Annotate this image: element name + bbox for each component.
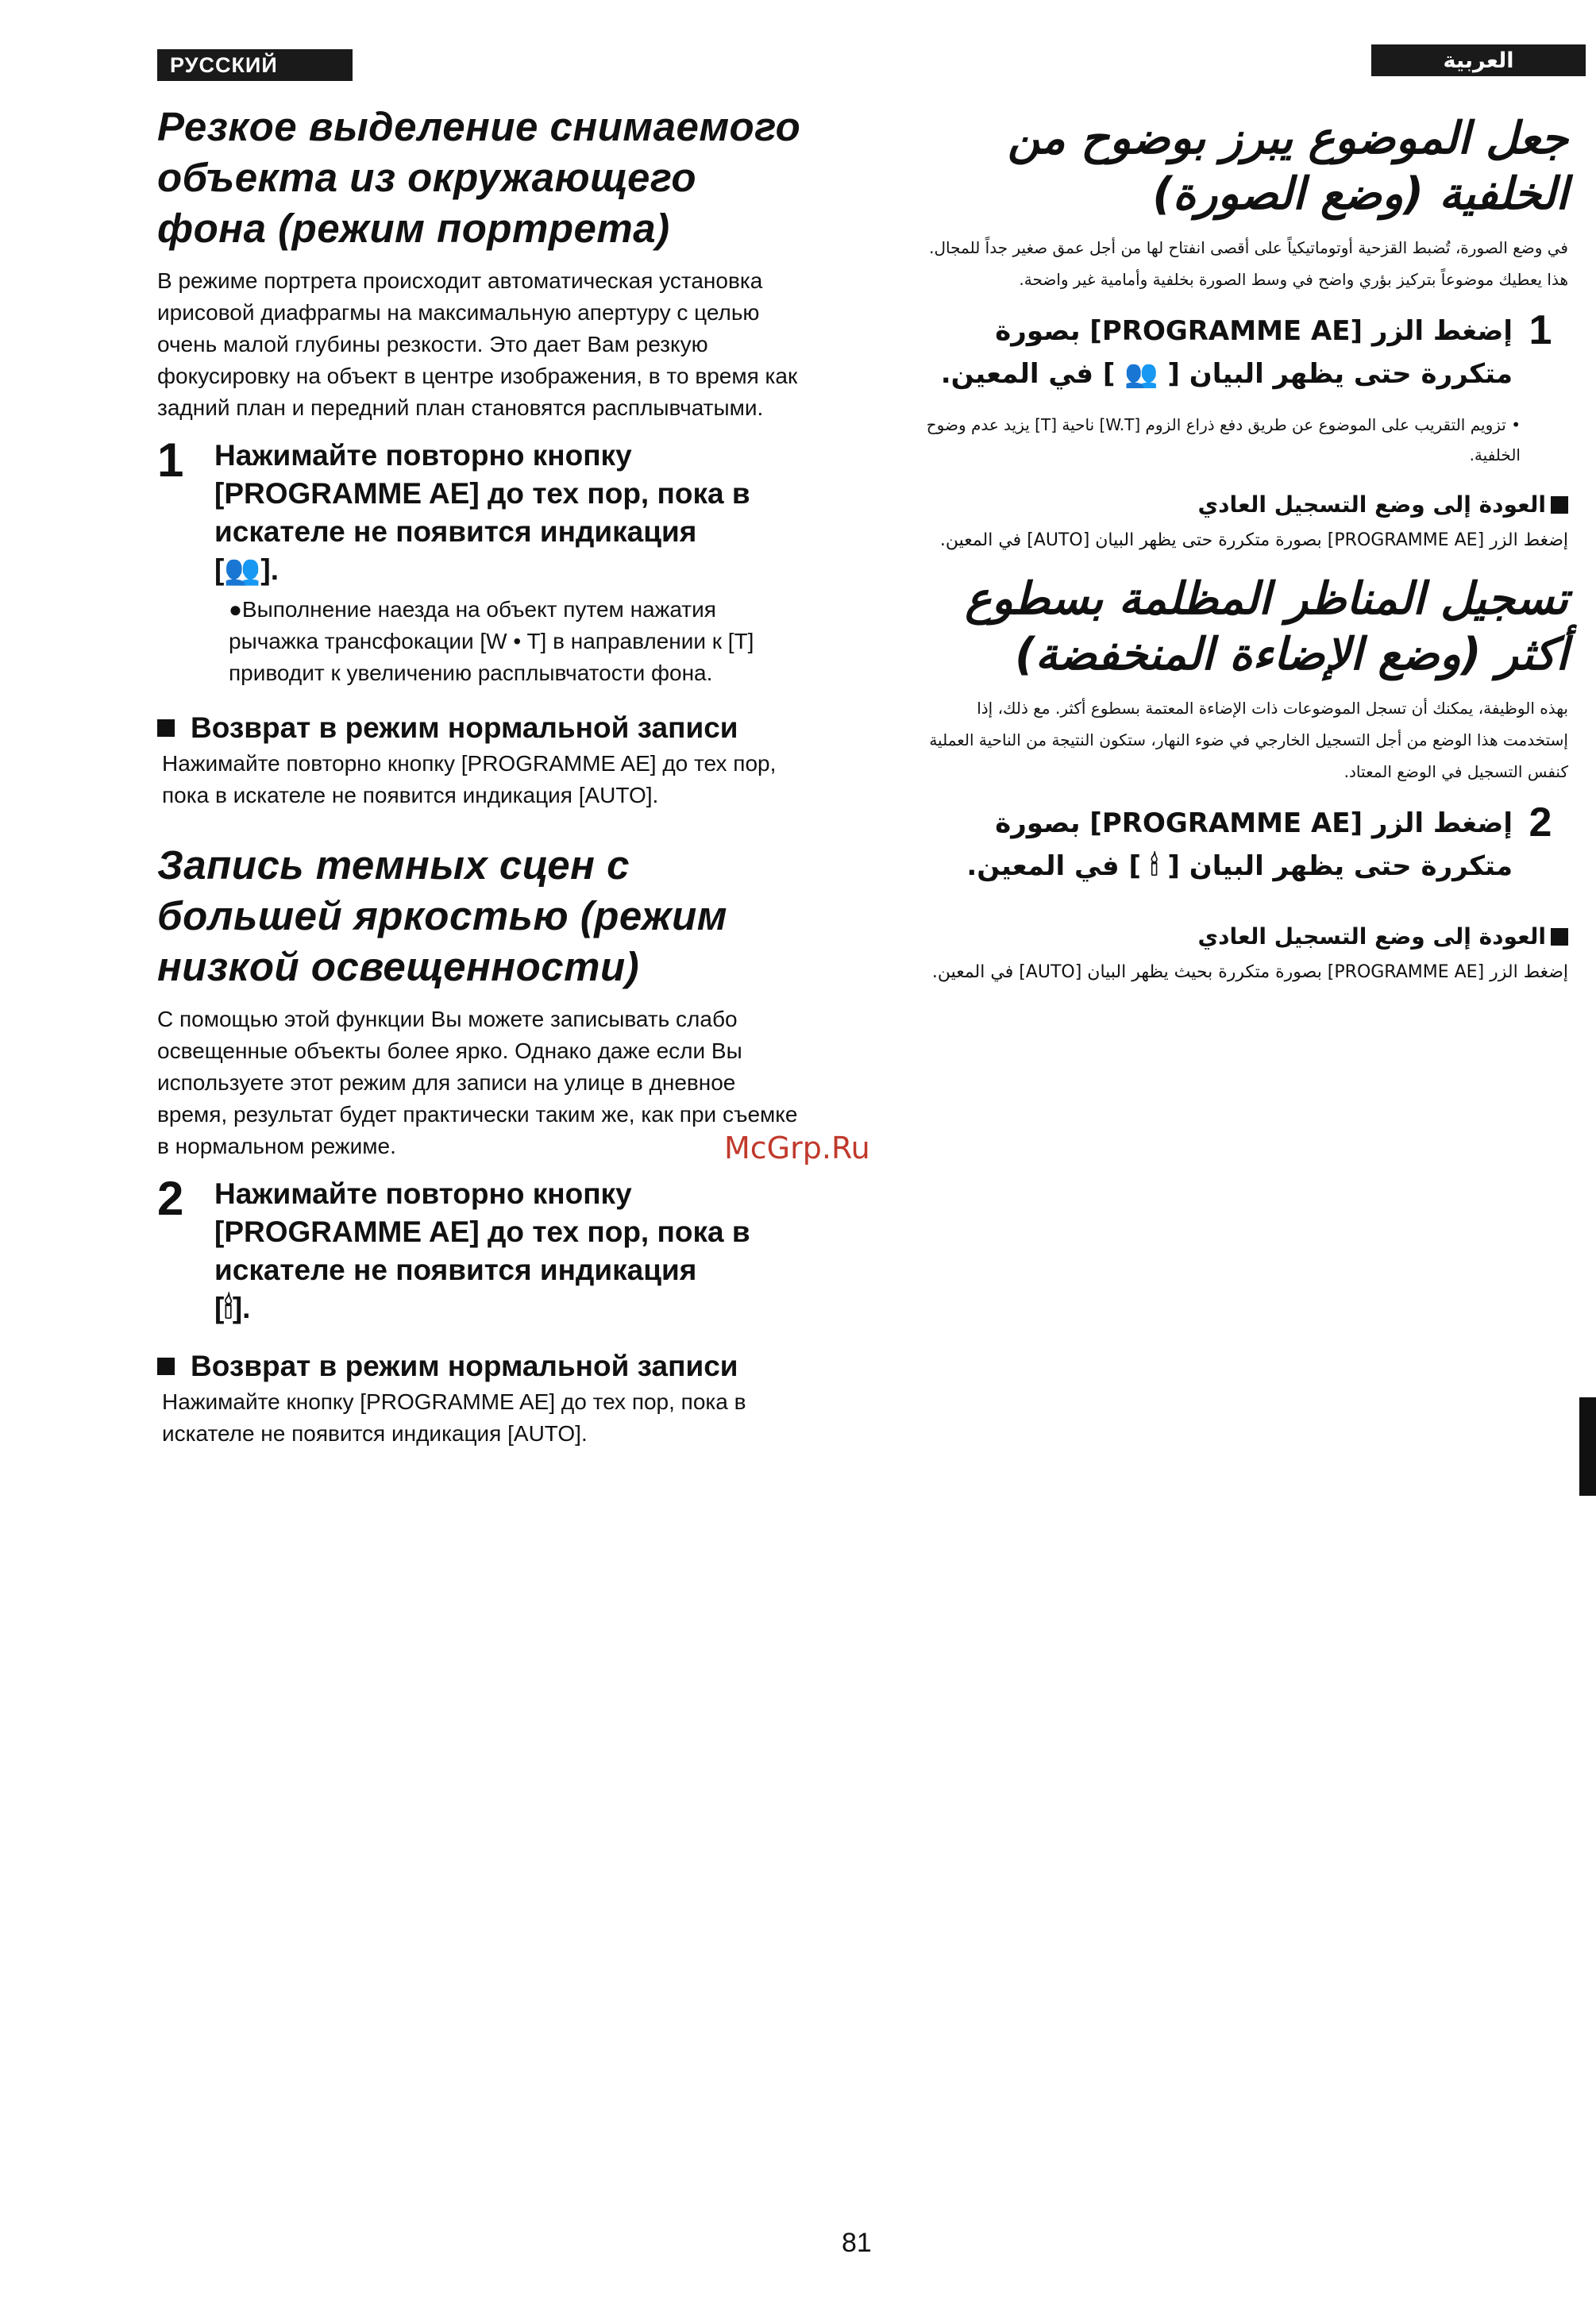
side-thumb-tab <box>1579 1397 1596 1496</box>
ar-section2-return-heading <box>917 919 1568 954</box>
ar-step-1 <box>917 307 1568 395</box>
ar-section1-return-body: إضغط الزر [PROGRAMME AE] بصورة متكررة حتى يظهر البيان [AUTO] في المعين. <box>939 530 1568 550</box>
ru-step-1-number: 1 <box>157 433 184 487</box>
ru-section1-return-body: Нажимайте повторно кнопку [PROGRAMME AE] до тех пор, пока в искателе не появится индикация [AUTO]. <box>162 751 777 807</box>
ru-section2-body: С помощью этой функции Вы можете записывать слабо освещенные объекты более ярко. Однако даже если Вы используете этот режим для записи на улице в дневное время, результат будет практически таким же, как при съемке в нормальном режиме. <box>157 1007 798 1158</box>
ar-step-2-text: إضغط الزر [PROGRAMME AE] بصورة متكررة حتى يظهر البيان [ 🕯 ] في المعين. <box>966 807 1513 882</box>
ar-section1-body: في وضع الصورة، تُضبط القزحية أوتوماتيكياً على أقصى انفتاح لها من أجل عمق صغير جداً للمجال. هذا يعطيك موضوعاً بتركيز بؤري واضح في وسط الصورة بخلفية وأمامية غير واضحة. <box>929 238 1568 289</box>
ru-step-2-text: Нажимайте повторно кнопку [PROGRAMME AE] до тех пор, пока в искателе не появится индикация <box>214 1177 750 1286</box>
low-light-mode-icon: [🕯]. <box>214 1292 251 1324</box>
ru-section1-return-heading <box>157 710 808 746</box>
page-number: 81 <box>842 2228 872 2258</box>
ar-step-1-text: إضغط الزر [PROGRAMME AE] بصورة متكررة حتى يظهر البيان [ 👥 ] في المعين. <box>940 315 1513 390</box>
ru-section1-return-heading-text: Возврат в режим нормальной записи <box>191 711 738 744</box>
ru-step-1 <box>157 433 808 589</box>
ar-section1-title: جعل الموضوع يبرز بوضوح من الخلفية (وضع الصورة) <box>1007 113 1568 220</box>
watermark: McGrp.Ru <box>724 1131 870 1165</box>
square-bullet-icon <box>157 719 175 737</box>
language-tag-russian: РУССКИЙ ЯЗЫК <box>157 49 353 81</box>
ar-section2-return-body: إضغط الزر [PROGRAMME AE] بصورة متكررة بحيث يظهر البيان [AUTO] في المعين. <box>931 962 1568 982</box>
ar-section2-return-heading-text: العودة إلى وضع التسجيل العادي <box>1197 923 1546 950</box>
russian-column <box>157 102 808 1450</box>
arabic-column <box>917 111 1568 988</box>
ru-section2-return-heading <box>157 1348 808 1385</box>
ar-section2-title: تسجيل المناظر المظلمة بسطوع أكثر (وضع الإضاءة المنخفضة) <box>965 573 1568 680</box>
ru-section1-bullet: ●Выполнение наезда на объект путем нажатия рычажка трансфокации [W • T] в направлении к [T] приводит к увеличению расплывчатости фона. <box>229 597 754 685</box>
ar-step-2 <box>917 799 1568 888</box>
ru-section2-return-heading-text: Возврат в режим нормальной записи <box>191 1350 738 1382</box>
square-bullet-icon <box>157 1358 175 1375</box>
ar-step-1-number: 1 <box>1529 307 1552 353</box>
ru-step-2-number: 2 <box>157 1172 184 1225</box>
ru-section1-title: Резкое выделение снимаемого объекта из окружающего фона (режим портрета) <box>157 104 801 251</box>
ar-section2-body: بهذه الوظيفة، يمكنك أن تسجل الموضوعات ذات الإضاءة المعتمة بسطوع أكثر. مع ذلك، إذا إستخدمت هذا الوضع من أجل التسجيل الخارجي في ضوء النهار، ستكون النتيجة من الناحية العملية كنفس التسجيل في الوضع المعتاد. <box>929 699 1568 781</box>
ar-section1-bullet: • تزويم التقريب على الموضوع عن طريق دفع ذراع الزوم [W.T] ناحية [T] يزيد عدم وضوح الخلفية. <box>926 415 1521 464</box>
ru-step-2 <box>157 1172 808 1327</box>
ar-section1-return-heading-text: العودة إلى وضع التسجيل العادي <box>1197 491 1546 518</box>
square-bullet-icon <box>1551 928 1568 946</box>
ru-section1-body: В режиме портрета происходит автоматическая установка ирисовой диафрагмы на максимальную апертуру с целью очень малой глубины резкости. Это дает Вам резкую фокусировку на объект в центре изображения, в то время как задний план и передний план становятся расплывчатыми. <box>157 268 798 420</box>
language-tag-arabic: العربية <box>1371 44 1586 76</box>
ru-section2-title: Запись темных сцен с большей яркостью (режим низкой освещенности) <box>157 842 727 989</box>
square-bullet-icon <box>1551 496 1568 514</box>
ru-section2-return-body: Нажимайте кнопку [PROGRAMME AE] до тех пор, пока в искателе не появится индикация [AUTO]. <box>162 1389 746 1446</box>
portrait-mode-icon: [👥]. <box>214 553 279 586</box>
ru-step-1-text: Нажимайте повторно кнопку [PROGRAMME AE] до тех пор, пока в искателе не появится индикация <box>214 439 750 548</box>
ar-section1-return-heading <box>917 487 1568 522</box>
ar-step-2-number: 2 <box>1529 799 1552 846</box>
